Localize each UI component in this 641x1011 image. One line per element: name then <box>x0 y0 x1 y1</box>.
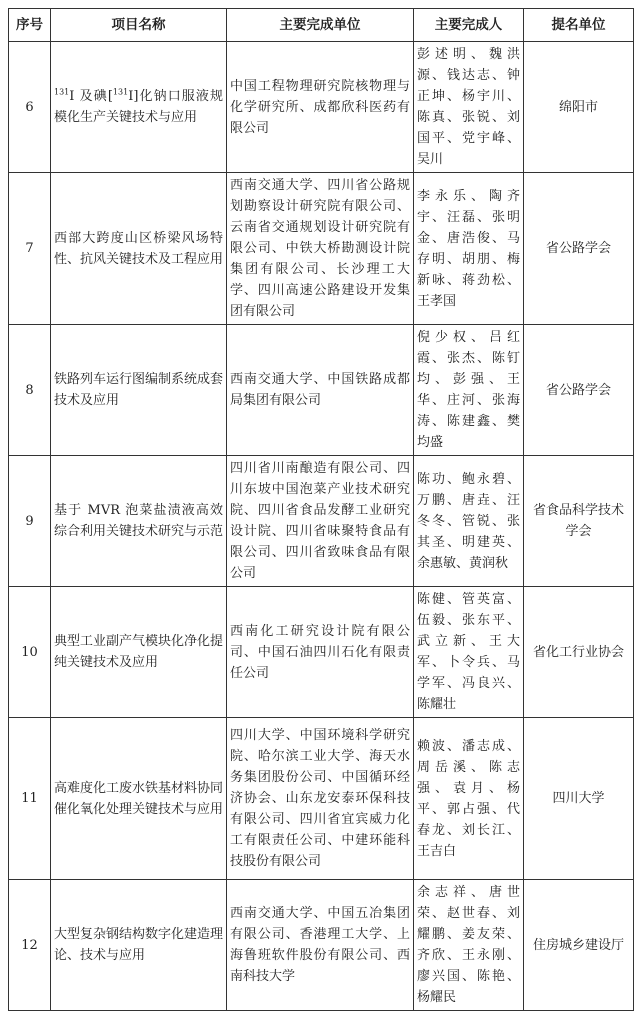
row-nominator: 省公路学会 <box>524 325 634 456</box>
row-people: 陈功、鲍永碧、万鹏、唐垚、汪冬冬、管锐、张其圣、明建英、余惠敏、黄润秋 <box>414 456 524 587</box>
header-nominator: 提名单位 <box>524 9 634 42</box>
award-table <box>8 8 634 1011</box>
row-project <box>51 42 227 173</box>
row-nominator: 省化工行业协会 <box>524 587 634 718</box>
row-nominator: 住房城乡建设厅 <box>524 880 634 1011</box>
project-text: I 及碘[ <box>69 89 113 104</box>
row-nominator: 省食品科学技术学会 <box>524 456 634 587</box>
row-units: 西南化工研究设计院有限公司、中国石油四川石化有限责任公司 <box>227 587 414 718</box>
project-text: I]化钠口服液规模化生产关键技术与应用 <box>54 89 223 125</box>
table-row <box>9 587 634 718</box>
isotope-superscript: 131 <box>54 87 70 97</box>
header-units: 主要完成单位 <box>227 9 414 42</box>
row-people: 彭述明、魏洪源、钱达志、钟正坤、杨宇川、陈真、张锐、刘国平、党宇峰、吴川 <box>414 42 524 173</box>
row-nominator: 绵阳市 <box>524 42 634 173</box>
header-row <box>9 9 634 42</box>
row-people: 李永乐、陶齐宇、汪磊、张明金、唐浩俊、马存明、胡朋、梅新咏、蒋劲松、王孝国 <box>414 173 524 325</box>
table-row <box>9 880 634 1011</box>
row-project: 西部大跨度山区桥梁风场特性、抗风关键技术及工程应用 <box>51 173 227 325</box>
row-nominator: 省公路学会 <box>524 173 634 325</box>
table-row <box>9 325 634 456</box>
isotope-superscript: 131 <box>112 87 129 97</box>
row-project: 高难度化工废水铁基材料协同催化氧化处理关键技术与应用 <box>51 718 227 880</box>
row-units: 西南交通大学、四川省公路规划勘察设计研究院有限公司、云南省交通规划设计研究院有限公司、中铁大桥勘测设计院集团有限公司、长沙理工大学、四川高速公路建设开发集团有限公司 <box>227 173 414 325</box>
header-project: 项目名称 <box>51 9 227 42</box>
row-seq: 11 <box>9 718 51 880</box>
table-row <box>9 718 634 880</box>
row-project: 铁路列车运行图编制系统成套技术及应用 <box>51 325 227 456</box>
row-units: 四川省川南酿造有限公司、四川东坡中国泡菜产业技术研究院、四川省食品发酵工业研究设计院、四川省味聚特食品有限公司、四川省致味食品有限公司 <box>227 456 414 587</box>
header-people: 主要完成人 <box>414 9 524 42</box>
row-people: 赖波、潘志成、周岳溪、陈志强、袁月、杨平、郭占强、代春龙、刘长江、王吉白 <box>414 718 524 880</box>
row-project: 基于 MVR 泡菜盐渍液高效综合利用关键技术研究与示范 <box>51 456 227 587</box>
table-row <box>9 456 634 587</box>
row-seq: 12 <box>9 880 51 1011</box>
row-people: 陈健、管英富、伍毅、张东平、武立新、王大军、卜令兵、马学军、冯良兴、陈耀壮 <box>414 587 524 718</box>
row-people: 倪少权、吕红霞、张杰、陈钉均、彭强、王华、庄河、张海涛、陈建鑫、樊均盛 <box>414 325 524 456</box>
row-nominator: 四川大学 <box>524 718 634 880</box>
row-seq: 7 <box>9 173 51 325</box>
table-row <box>9 42 634 173</box>
row-project: 典型工业副产气模块化净化提纯关键技术及应用 <box>51 587 227 718</box>
row-units: 西南交通大学、中国铁路成都局集团有限公司 <box>227 325 414 456</box>
row-seq: 9 <box>9 456 51 587</box>
row-seq: 8 <box>9 325 51 456</box>
row-seq: 10 <box>9 587 51 718</box>
table-row <box>9 173 634 325</box>
row-people: 余志祥、唐世荣、赵世春、刘耀鹏、姜友荣、齐欣、王永刚、廖兴国、陈艳、杨耀民 <box>414 880 524 1011</box>
header-seq: 序号 <box>9 9 51 42</box>
row-units: 四川大学、中国环境科学研究院、哈尔滨工业大学、海天水务集团股份公司、中国循环经济协会、山东龙安泰环保科技有限公司、四川省宜宾威力化工有限责任公司、中建环能科技股份有限公司 <box>227 718 414 880</box>
row-project: 大型复杂钢结构数字化建造理论、技术与应用 <box>51 880 227 1011</box>
row-units: 中国工程物理研究院核物理与化学研究所、成都欣科医药有限公司 <box>227 42 414 173</box>
row-units: 西南交通大学、中国五冶集团有限公司、香港理工大学、上海鲁班软件股份有限公司、西南科技大学 <box>227 880 414 1011</box>
row-seq: 6 <box>9 42 51 173</box>
